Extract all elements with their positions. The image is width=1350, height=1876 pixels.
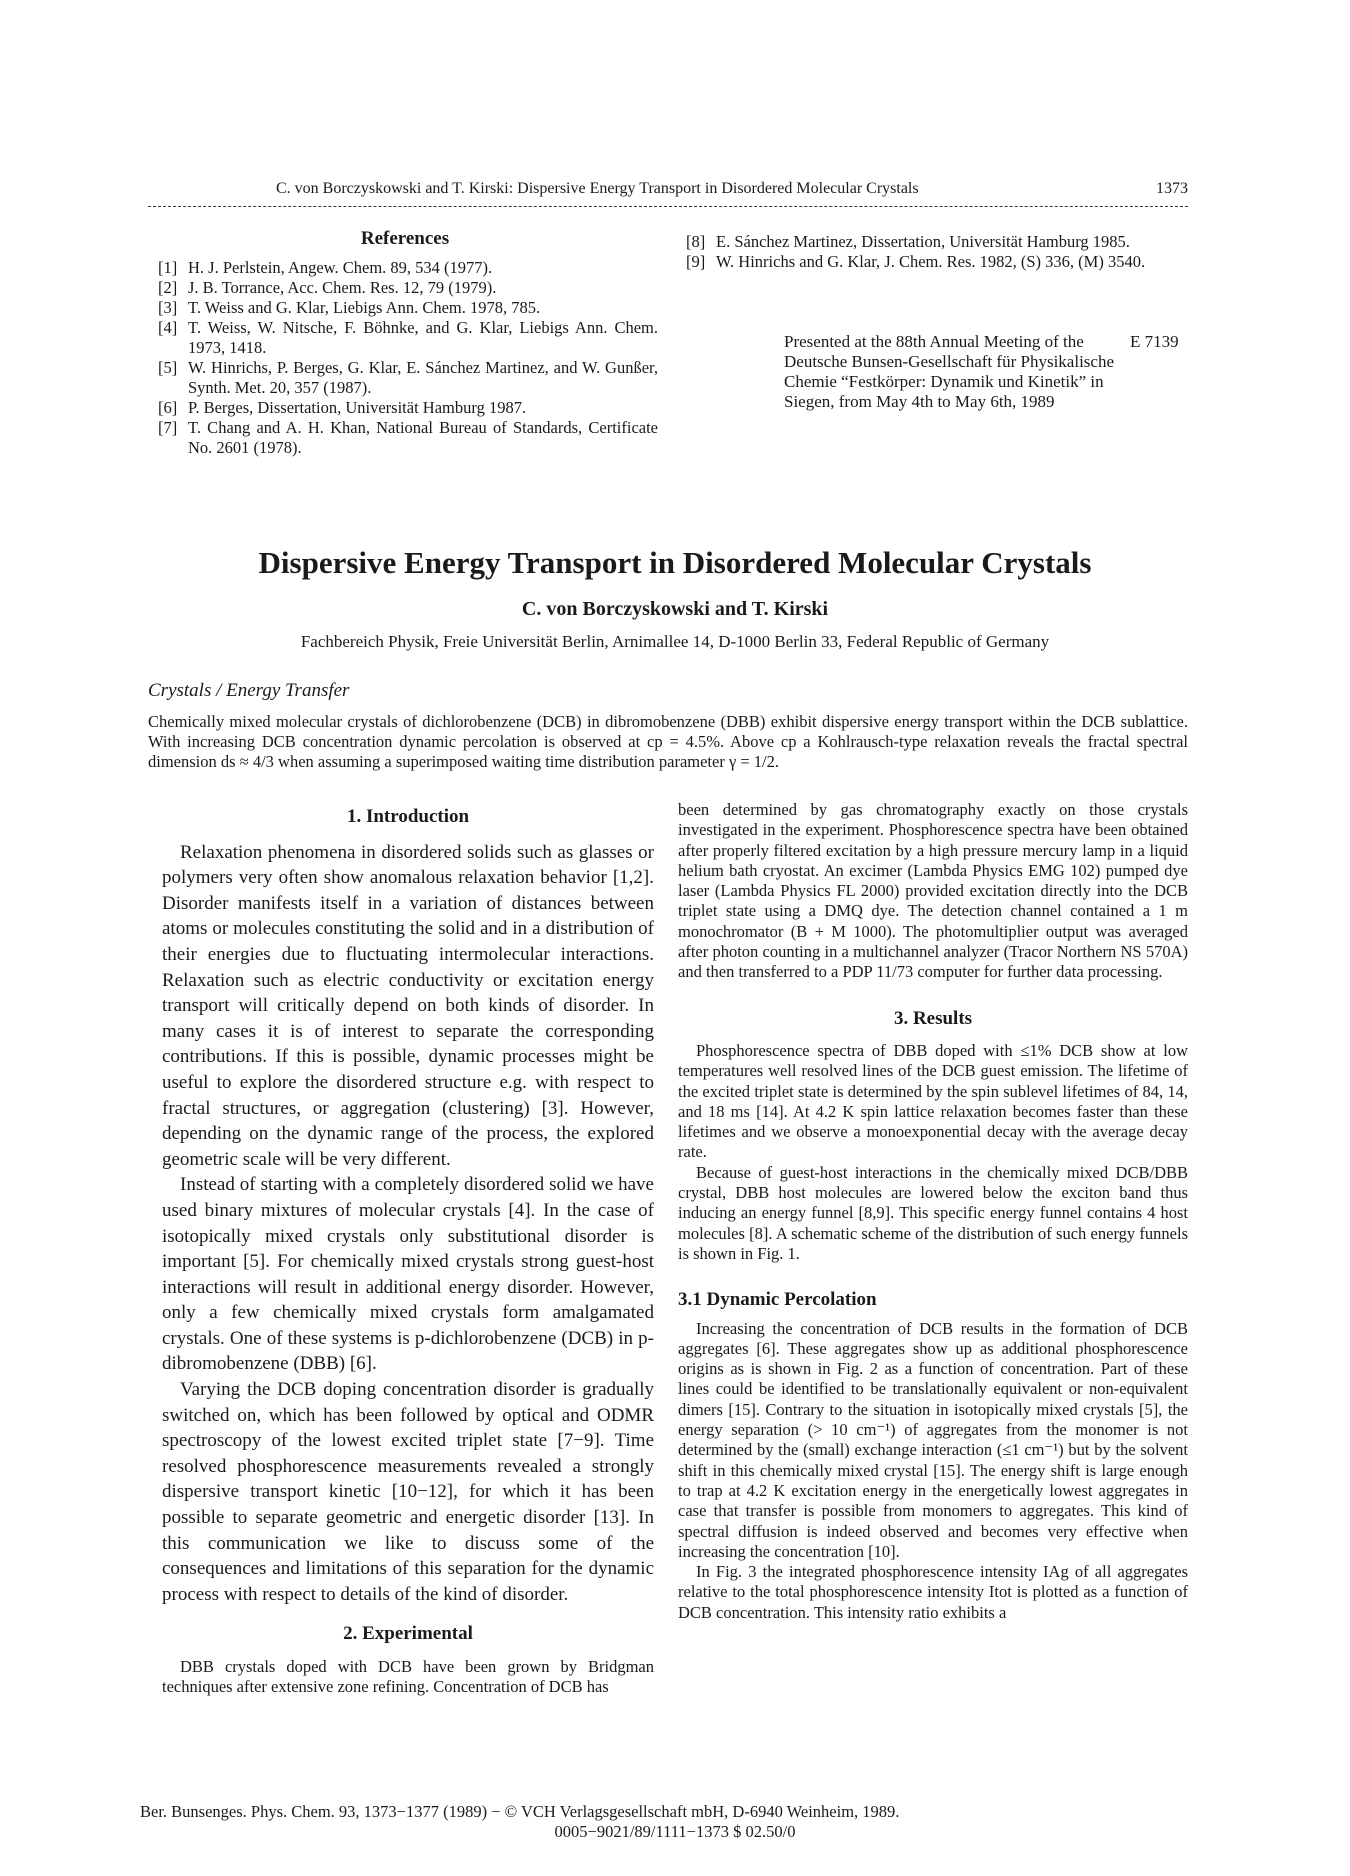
reference-item: [8] E. Sánchez Martinez, Dissertation, Universität Hamburg 1985. (686, 232, 1130, 251)
results-paragraph-2: Because of guest-host interactions in the chemically mixed DCB/DBB crystal, DBB host molecules are lowered below the exciton band thus inducing an energy funnel [8,9]. This specific energy funnel contains 4 host molecules [8]. A schematic scheme of the distribution of such energy funnels is shown in Fig. 1. (678, 1162, 1188, 1263)
percolation-paragraph-1: Increasing the concentration of DCB results in the formation of DCB aggregates [6]. These aggregates show up as additional phosphorescence origins as is shown in Fig. 2 as a function of concentration. Part of these lines could be identified to be translationally equivalent or non-equivalent dimers [15]. Contrary to the situation in isotopically mixed crystals [5], the energy separation (> 10 cm⁻¹) of aggregates from the monomer is not determined by the (small) exchange interaction (≤1 cm⁻¹) but by the solvent shift in this chemically mixed crystal [15]. The energy shift is large enough to trap at 4.2 K excitation energy in the energetically lowest aggregates in case that transfer is possible from monomers to aggregates. This kind of spectral diffusion is indeed observed and becomes very effective when increasing the concentration [10]. (678, 1318, 1188, 1561)
reference-item: [4] T. Weiss, W. Nitsche, F. Böhnke, and G. Klar, Liebigs Ann. Chem. 1973, 1418. (158, 318, 658, 357)
article-abstract: Chemically mixed molecular crystals of dichlorobenzene (DCB) in dibromobenzene (DBB) exhibit dispersive energy transport within the DCB sublattice. With increasing DCB concentration dynamic percolation is observed at cp = 4.5%. Above cp a Kohlrausch-type relaxation reveals the fractal spectral dimension ds ≈ 4/3 when assuming a superimposed waiting time distribution parameter γ = 1/2. (148, 712, 1188, 771)
section-heading-results: 3. Results (893, 1007, 973, 1029)
presented-note: Presented at the 88th Annual Meeting of the Deutsche Bunsen-Gesellschaft für Physikalische Chemie “Festkörper: Dynamik und Kinetik” in Siegen, from May 4th to May 6th, 1989 (784, 332, 1114, 411)
references-list-right (686, 232, 1186, 272)
footer-citation: Ber. Bunsenges. Phys. Chem. 93, 1373−1377 (1989) − © VCH Verlagsgesellschaft mbH, D-6940 Weinheim, 1989. (140, 1802, 900, 1821)
intro-paragraph-2: Instead of starting with a completely disordered solid we have used binary mixtures of molecular crystals [4]. In the case of isotopically mixed crystals only substitutional disorder is important [5]. For chemically mixed crystals strong guest-host interactions will result in additional energy disorder. However, only a few chemically mixed crystals form amalgamated crystals. One of these systems is p-dichlorobenzene (DCB) in p-dibromobenzene (DBB) [6]. (162, 1174, 654, 1375)
percolation-paragraph-2: In Fig. 3 the integrated phosphorescence intensity IAg of all aggregates relative to the total phosphorescence intensity Itot is plotted as a function of DCB concentration. This intensity ratio exhibits a (678, 1562, 1188, 1622)
references-heading: References (360, 228, 450, 249)
references-list-left (158, 258, 658, 458)
results-paragraph-1: Phosphorescence spectra of DBB doped with ≤1% DCB show at low temperatures well resolved lines of the DCB guest emission. The lifetime of the excited triplet state is determined by the spin sublevel lifetimes of 84, 14, and 18 ms [14]. At 4.2 K spin lattice relaxation becomes faster than these lifetimes and we observe a monoexponential decay with the average decay rate. (678, 1040, 1188, 1162)
running-title: C. von Borczyskowski and T. Kirski: Dispersive Energy Transport in Disordered Molecular Crystals (276, 180, 919, 197)
footer-code: 0005−9021/89/1111−1373 $ 02.50/0 (554, 1822, 796, 1841)
page-number: 1373 (1156, 180, 1188, 197)
experimental-paragraph-continued: been determined by gas chromatography exactly on those crystals investigated in the experiment. Phosphorescence spectra have been obtained after properly filtered excitation by a high pressure mercury lamp in a liquid helium bath cryostat. An excimer (Lambda Physics EMG 102) pumped dye laser (Lambda Physics FL 2000) provided excitation directly into the DCB triplet state using a DMQ dye. The detection channel contained a 1 m monochromator (B + M 1000). The photomultiplier output was averaged after photon counting in a multichannel analyzer (Tracor Northern NS 570A) and then transferred to a PDP 11/73 computer for further data processing. (678, 800, 1188, 982)
left-column (162, 800, 654, 1697)
reference-item: [3] T. Weiss and G. Klar, Liebigs Ann. Chem. 1978, 785. (158, 298, 541, 317)
subsection-heading-percolation: 3.1 Dynamic Percolation (678, 1289, 877, 1311)
reference-item: [5] W. Hinrichs, P. Berges, G. Klar, E. Sánchez Martinez, and W. Gunßer, Synth. Met. 20, 357 (1987). (158, 358, 658, 397)
article-affiliation: Fachbereich Physik, Freie Universität Berlin, Arnimallee 14, D-1000 Berlin 33, Federal Republic of Germany (300, 632, 1050, 651)
experimental-paragraph-1: DBB crystals doped with DCB have been grown by Bridgman techniques after extensive zone refining. Concentration of DCB has (162, 1657, 654, 1696)
section-heading-experimental: 2. Experimental (343, 1623, 473, 1645)
article-title: Dispersive Energy Transport in Disordered Molecular Crystals (258, 545, 1092, 580)
intro-paragraph-3: Varying the DCB doping concentration disorder is gradually switched on, which has been followed by optical and ODMR spectroscopy of the lowest excited triplet state [7−9]. Time resolved phosphorescence measurements revealed a strongly dispersive transport kinetic [10−12], for which it has been possible to separate geometric and energetic disorder [13]. In this communication we like to discuss some of the consequences and limitations of this separation for the dynamic process with respect to details of the kind of disorder. (162, 1379, 654, 1605)
manuscript-code: E 7139 (1130, 332, 1179, 351)
header-rule (148, 206, 1188, 207)
reference-item: [6] P. Berges, Dissertation, Universität Hamburg 1987. (158, 398, 527, 417)
section-heading-introduction: 1. Introduction (346, 806, 470, 827)
intro-paragraph-1: Relaxation phenomena in disordered solids such as glasses or polymers very often show anomalous relaxation behavior [1,2]. Disorder manifests itself in a variation of distances between atoms or molecules constituting the solid and in a distribution of their energies due to fluctuating intermolecular interactions. Relaxation such as electric conductivity or excitation energy transport will critically depend on both kinds of disorder. In many cases it is of interest to separate the corresponding contributions. If this is possible, dynamic processes might be useful to explore the disordered structure e.g. with respect to fractal structures, or aggregation (clustering) [3]. However, depending on the dynamic range of the process, the explored geometric scale will be very different. (162, 841, 654, 1170)
right-column (678, 800, 1188, 1623)
reference-item: [9] W. Hinrichs and G. Klar, J. Chem. Res. 1982, (S) 336, (M) 3540. (686, 252, 1146, 271)
reference-item: [1] H. J. Perlstein, Angew. Chem. 89, 534 (1977). (158, 258, 493, 277)
reference-item: [2] J. B. Torrance, Acc. Chem. Res. 12, 79 (1979). (158, 278, 497, 297)
article-authors: C. von Borczyskowski and T. Kirski (521, 598, 829, 620)
reference-item: [7] T. Chang and A. H. Khan, National Bureau of Standards, Certificate No. 2601 (1978). (158, 418, 658, 457)
article-keywords: Crystals / Energy Transfer (148, 680, 350, 701)
